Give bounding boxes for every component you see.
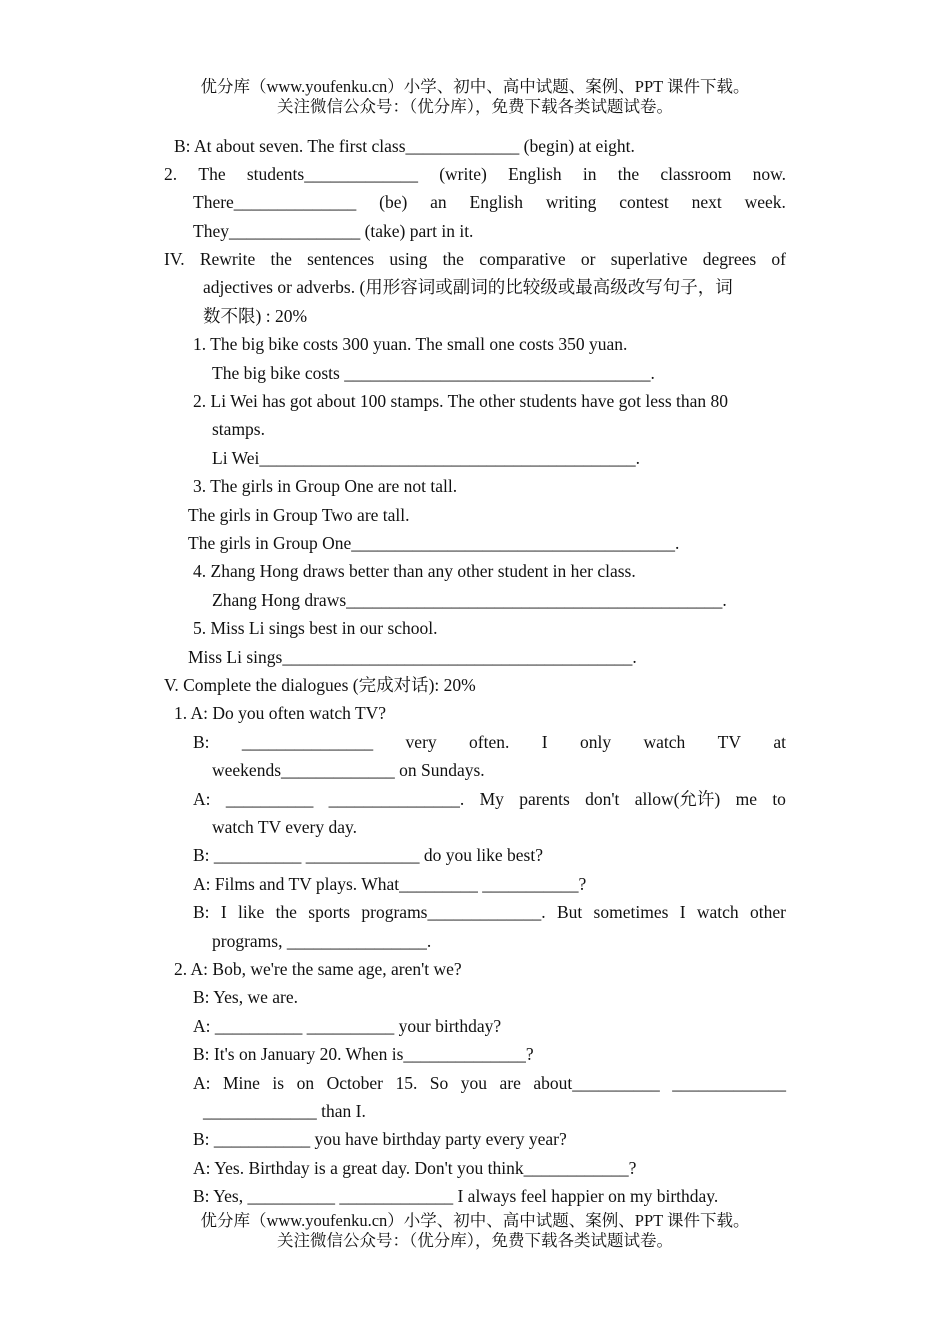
word: superlative — [610, 249, 688, 269]
word: watch — [696, 902, 739, 922]
word: at — [773, 732, 786, 752]
word: an — [430, 192, 447, 212]
word: comparative — [479, 249, 566, 269]
s5-d1-line-7: A: Films and TV plays. What_________ ___________? — [193, 874, 587, 894]
word: writing — [545, 192, 597, 212]
s5-d2-line-6: _____________ than I. — [203, 1101, 366, 1121]
word: in — [582, 164, 597, 184]
s5-d2-line-7: B: ___________ you have birthday party every year? — [193, 1129, 567, 1149]
word: to — [772, 789, 786, 809]
word: don't — [585, 789, 620, 809]
word: A: — [193, 1073, 211, 1093]
word: the — [270, 249, 292, 269]
word: the — [275, 902, 297, 922]
s5-d2-line-1: 2. A: Bob, we're the same age, aren't we? — [174, 959, 462, 979]
word: B: — [193, 902, 210, 922]
s5-d1-line-5: watch TV every day. — [212, 817, 357, 837]
s5-d1-line-2 — [193, 731, 786, 753]
s5-d2-line-8: A: Yes. Birthday is a great day. Don't you think____________? — [193, 1158, 637, 1178]
s4-q2-answer: Li Wei___________________________________________. — [212, 448, 640, 468]
word: TV — [717, 732, 741, 752]
word: programs_____________. — [361, 902, 546, 922]
word: me — [735, 789, 757, 809]
s4-q5-answer: Miss Li sings________________________________________. — [188, 647, 637, 667]
word: There______________ — [193, 192, 357, 212]
word: week. — [744, 192, 786, 212]
word: about__________ — [533, 1073, 660, 1093]
s5-d1-line-6: B: __________ _____________ do you like best? — [193, 845, 543, 865]
s4-q2-prompt-cont: stamps. — [212, 419, 265, 439]
word: using — [389, 249, 428, 269]
s4-q4-prompt: 4. Zhang Hong draws better than any other student in her class. — [193, 561, 636, 581]
s5-d2-line-5 — [193, 1072, 786, 1094]
s4-q2-prompt: 2. Li Wei has got about 100 stamps. The other students have got less than 80 — [193, 391, 729, 411]
word: sports — [308, 902, 351, 922]
word: are — [499, 1073, 521, 1093]
s3-q1-answer-b: B: At about seven. The first class_____________ (begin) at eight. — [174, 136, 635, 156]
s4-title-line-3: 数不限) : 20% — [203, 306, 308, 326]
s3-q2-line-3: They_______________ (take) part in it. — [193, 221, 474, 241]
word: (write) — [439, 164, 487, 184]
word: very — [405, 732, 437, 752]
word: allow(允许) — [634, 789, 721, 809]
word: sentences — [307, 249, 375, 269]
footer-line-1: 优分库（www.youfenku.cn）小学、初中、高中试题、案例、PPT 课件下载。 — [200, 1211, 750, 1230]
word: watch — [643, 732, 686, 752]
word: Rewrite — [199, 249, 256, 269]
s4-title-line-2: adjectives or adverbs. (用形容词或副词的比较级或最高级改写句子，词 — [203, 277, 733, 297]
word: 2. — [164, 164, 178, 184]
word: English — [469, 192, 523, 212]
s4-q5-prompt: 5. Miss Li sings best in our school. — [193, 618, 438, 638]
s5-d2-line-2: B: Yes, we are. — [193, 987, 298, 1007]
s5-d1-line-3: weekends_____________ on Sundays. — [212, 760, 485, 780]
word: is — [272, 1073, 285, 1093]
s4-q1-prompt: 1. The big bike costs 300 yuan. The small one costs 350 yuan. — [193, 334, 628, 354]
word: A: — [193, 789, 211, 809]
s5-d2-line-9: B: Yes, __________ _____________ I always feel happier on my birthday. — [193, 1186, 719, 1206]
word: contest — [619, 192, 669, 212]
word: Mine — [222, 1073, 260, 1093]
word: parents — [519, 789, 570, 809]
word: I — [541, 732, 548, 752]
word: sometimes — [593, 902, 669, 922]
word: I — [679, 902, 686, 922]
word: often. — [469, 732, 510, 752]
s5-d1-line-8 — [193, 901, 786, 923]
word: _______________ — [241, 732, 374, 752]
word: on — [296, 1073, 315, 1093]
word: October — [326, 1073, 383, 1093]
word: the — [442, 249, 464, 269]
header-line-2: 关注微信公众号：（优分库），免费下载各类试题试卷。 — [277, 97, 673, 116]
s5-d2-line-3: A: __________ __________ your birthday? — [193, 1016, 502, 1036]
word: So — [429, 1073, 449, 1093]
word: 15. — [395, 1073, 418, 1093]
word: __________ — [225, 789, 314, 809]
s4-q3-answer: The girls in Group One_____________________________________. — [188, 533, 680, 553]
s4-q3-prompt: 3. The girls in Group One are not tall. — [193, 476, 458, 496]
word: or — [580, 249, 596, 269]
word: I — [220, 902, 227, 922]
s4-q3-prompt-cont: The girls in Group Two are tall. — [188, 505, 410, 525]
word: degrees — [702, 249, 757, 269]
word: only — [579, 732, 612, 752]
s5-d2-line-4: B: It's on January 20. When is______________? — [193, 1044, 534, 1064]
word: English — [508, 164, 562, 184]
word: But — [556, 902, 583, 922]
word: IV. — [164, 249, 185, 269]
s3-q2-line-2 — [193, 191, 786, 213]
s4-q4-answer: Zhang Hong draws___________________________________________. — [212, 590, 727, 610]
word: _____________ — [672, 1073, 786, 1093]
word: The — [198, 164, 226, 184]
s5-title: V. Complete the dialogues (完成对话): 20% — [164, 675, 476, 695]
word: of — [771, 249, 786, 269]
word: classroom — [660, 164, 732, 184]
word: (be) — [379, 192, 408, 212]
word: other — [749, 902, 786, 922]
word: B: — [193, 732, 210, 752]
s3-q2-line-1 — [164, 163, 786, 185]
word: like — [238, 902, 265, 922]
header-line-1: 优分库（www.youfenku.cn）小学、初中、高中试题、案例、PPT 课件下载。 — [200, 77, 750, 96]
word: next — [691, 192, 722, 212]
s5-d1-line-9: programs, ________________. — [212, 931, 432, 951]
s4-q1-answer: The big bike costs ___________________________________. — [212, 363, 655, 383]
s5-d1-line-1: 1. A: Do you often watch TV? — [174, 703, 387, 723]
word: students_____________ — [246, 164, 418, 184]
word: you — [460, 1073, 488, 1093]
word: now. — [752, 164, 786, 184]
word: _______________. — [328, 789, 465, 809]
s4-title-line-1 — [164, 248, 786, 270]
word: the — [617, 164, 640, 184]
s5-d1-line-4 — [193, 788, 786, 810]
word: My — [479, 789, 504, 809]
footer-line-2: 关注微信公众号：（优分库），免费下载各类试题试卷。 — [277, 1231, 673, 1250]
